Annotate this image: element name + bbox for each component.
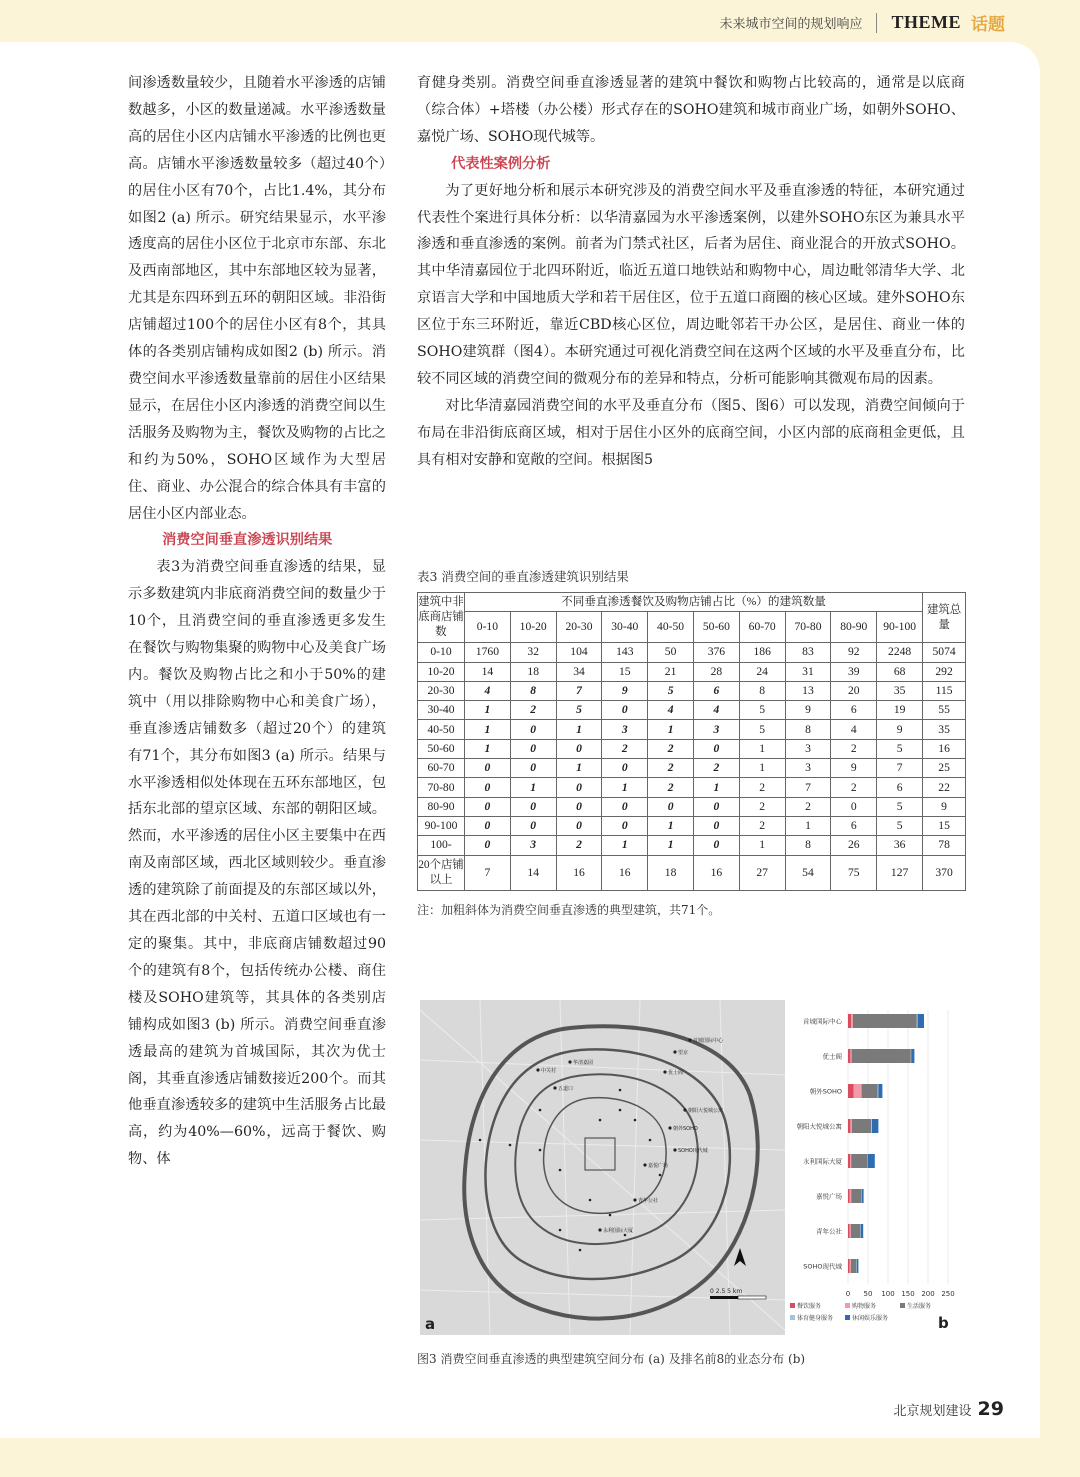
table-cell: 9: [602, 681, 648, 700]
bar-segment: [851, 1189, 861, 1203]
table-cell: 18: [510, 662, 556, 681]
bar-segment: [872, 1119, 878, 1133]
row-total: 22: [923, 778, 966, 797]
table-cell: 1: [648, 720, 694, 739]
bar-segment: [917, 1014, 918, 1028]
table-cell: 3: [785, 739, 831, 758]
table-cell: 2: [831, 739, 877, 758]
table-cell: 5: [877, 797, 923, 816]
building-point: [634, 1119, 637, 1122]
table-cell: 2: [739, 816, 785, 835]
table-cell: 31: [785, 662, 831, 681]
table-total-header: 建筑总量: [923, 593, 966, 643]
table-row: [418, 662, 966, 681]
table-cell: 1: [465, 739, 511, 758]
table-cell: 26: [831, 836, 877, 855]
table-cell: 1: [648, 836, 694, 855]
row-label: 30-40: [418, 701, 465, 720]
table-cell: 6: [693, 681, 739, 700]
map-label: 朝外SOHO: [673, 1126, 698, 1132]
legend-label: 生活服务: [907, 1303, 932, 1310]
table-cell: 6: [831, 816, 877, 835]
row-total: 15: [923, 816, 966, 835]
bar-segment: [862, 1084, 878, 1098]
table-cell: 36: [877, 836, 923, 855]
table-row: [418, 797, 966, 816]
map-panel: [420, 1000, 785, 1335]
page-footer: [894, 1398, 1004, 1420]
table-cell: 0: [693, 816, 739, 835]
table-cell: 14: [510, 855, 556, 890]
bar-segment: [861, 1224, 863, 1238]
table-cell: 5: [877, 739, 923, 758]
map-label: 中关村: [541, 1068, 557, 1074]
bar-segment: [851, 1259, 857, 1273]
x-tick-label: 150: [901, 1290, 915, 1298]
map-label: 优士阁: [668, 1070, 684, 1076]
row-label: 20-30: [418, 681, 465, 700]
table-column-header: 70-80: [785, 612, 831, 643]
table-cell: 0: [693, 836, 739, 855]
table-cell: 7: [556, 681, 602, 700]
table-column-header: 30-40: [602, 612, 648, 643]
table-cell: 2: [648, 739, 694, 758]
legend-label: 体育健身服务: [797, 1315, 834, 1322]
building-point: [633, 1198, 636, 1201]
table-cell: 5: [739, 701, 785, 720]
table-cell: 16: [556, 855, 602, 890]
table-cell: 1: [602, 778, 648, 797]
table-cell: 20: [831, 681, 877, 700]
paragraph: 对比华清嘉园消费空间的水平及垂直分布（图5、图6）可以发现，消费空间倾向于布局在非沿街底商区域，相对于居住小区外的底商空间，小区内部的底商租金更低，且具有相对安静和宽敞的空间。根据图5: [417, 397, 965, 468]
table-cell: 4: [693, 701, 739, 720]
table-cell: 9: [785, 701, 831, 720]
row-total: 292: [923, 662, 966, 681]
paragraph: 表3为消费空间垂直渗透的结果，显示多数建筑内非底商消费空间的数量少于10个，且消费空间的垂直渗透更多发生在餐饮与购物集聚的购物中心及美食广场内。餐饮及购物占比之和小于50%的建筑中（用以排除购物中心和美食广场），垂直渗透店铺数多（超过20个）的建筑有71个，其分布如图3 (a) 所示。结果与水平渗透相似处体现在五环东部地区，包括东北部的望京区域、东部的朝阳区域。然而，水平渗透的居住小区主要集中在西南及南部区域，西北区域则较少。垂直渗透的建筑除了前面提及的东部区域以外，其在西北部的中关村、五道口区域也有一定的聚集。其中，非底商店铺数超过90个的建筑有8个，包括传统办公楼、商住楼及SOHO建筑等，其具体的各类别店铺构成如图3 (b) 所示。消费空间垂直渗透最高的建筑为首城国际，其次为优士阁，其垂直渗透店铺数接近200个。而其他垂直渗透较多的建筑中生活服务占比最高，约为40%—60%，远高于餐饮、购物、体: [128, 559, 386, 1168]
table-cell: 1760: [465, 643, 511, 662]
building-point: [688, 1038, 691, 1041]
row-total: 5074: [923, 643, 966, 662]
building-point: [579, 1249, 582, 1252]
paragraph: 育健身类别。消费空间垂直渗透显著的建筑中餐饮和购物占比较高的，通常是以底商（综合体）+塔楼（办公楼）形式存在的SOHO建筑和城市商业广场，如朝外SOHO、嘉悦广场、SOHO现代城等。: [417, 75, 965, 145]
category-label: 朝阳大悦城公寓: [796, 1122, 842, 1131]
legend-swatch: [790, 1303, 795, 1308]
building-point: [659, 1174, 662, 1177]
table-cell: 1: [510, 778, 556, 797]
x-tick-label: 0: [845, 1290, 851, 1298]
table-cell: 8: [785, 836, 831, 855]
table-cell: 1: [693, 778, 739, 797]
row-total: 35: [923, 720, 966, 739]
building-point: [553, 1086, 556, 1089]
bar-segment: [851, 1224, 861, 1238]
building-point: [559, 1169, 562, 1172]
bar-segment: [871, 1119, 872, 1133]
table-cell: 0: [556, 739, 602, 758]
row-total: 78: [923, 836, 966, 855]
x-tick-label: 100: [881, 1290, 895, 1298]
table-cell: 1: [602, 836, 648, 855]
table-cell: 50: [648, 643, 694, 662]
table-corner-header: 建筑中非底商店铺数: [418, 593, 465, 643]
table-cell: 2: [739, 778, 785, 797]
bar-segment: [862, 1189, 864, 1203]
bar-segment: [878, 1084, 882, 1098]
table-cell: 127: [877, 855, 923, 890]
table-cell: 9: [877, 720, 923, 739]
bar-segment: [848, 1189, 850, 1203]
x-tick-label: 50: [863, 1290, 873, 1298]
table-cell: 0: [556, 797, 602, 816]
section-heading: 代表性案例分析: [451, 155, 551, 172]
table-cell: 5: [648, 681, 694, 700]
table-cell: 27: [739, 855, 785, 890]
table-cell: 0: [602, 797, 648, 816]
table-cell: 16: [602, 855, 648, 890]
table-cell: 28: [693, 662, 739, 681]
row-label: 10-20: [418, 662, 465, 681]
table-cell: 2248: [877, 643, 923, 662]
table-cell: 2: [739, 797, 785, 816]
table-cell: 3: [602, 720, 648, 739]
building-point: [568, 1060, 571, 1063]
legend-swatch: [790, 1315, 795, 1320]
table-column-header: 90-100: [877, 612, 923, 643]
table-cell: 2: [602, 739, 648, 758]
bar-segment: [852, 1119, 871, 1133]
table-row: [418, 816, 966, 835]
bar-segment: [848, 1259, 850, 1273]
journal-name: 北京规划建设: [893, 1404, 972, 1419]
table-row: [418, 778, 966, 797]
table-cell: 3: [693, 720, 739, 739]
row-label: 20个店铺以上: [418, 855, 465, 890]
table-cell: 83: [785, 643, 831, 662]
business-type-chart: [788, 1002, 965, 1337]
row-label: 100-: [418, 836, 465, 855]
table-cell: 1: [785, 816, 831, 835]
table-cell: 0: [510, 739, 556, 758]
table-cell: 13: [785, 681, 831, 700]
table-cell: 16: [693, 855, 739, 890]
table-cell: 1: [465, 701, 511, 720]
building-point: [479, 1139, 482, 1142]
running-header: [719, 10, 1005, 35]
header-divider: [876, 13, 877, 33]
beijing-map: [420, 1000, 785, 1335]
table-cell: 0: [510, 816, 556, 835]
table-cell: 5: [556, 701, 602, 720]
bar-segment: [850, 1224, 851, 1238]
table-column-header: 50-60: [693, 612, 739, 643]
building-point: [649, 1139, 652, 1142]
building-point: [589, 1199, 592, 1202]
table-cell: 0: [602, 701, 648, 720]
legend-label: 购物服务: [852, 1303, 877, 1310]
table-cell: 1: [465, 720, 511, 739]
figure-caption: 图3 消费空间垂直渗透的典型建筑空间分布 (a) 及排名前8的业态分布 (b): [417, 1352, 806, 1366]
table-cell: 18: [648, 855, 694, 890]
category-label: 首城国际中心: [803, 1017, 842, 1026]
row-total: 25: [923, 759, 966, 778]
map-label: 朝阳大悦城公寓: [688, 1108, 724, 1114]
x-tick-label: 250: [941, 1290, 955, 1298]
table-cell: 54: [785, 855, 831, 890]
map-label: 嘉悦广场: [648, 1163, 669, 1169]
bar-segment: [848, 1154, 850, 1168]
map-label: 五道口: [558, 1086, 574, 1092]
table-cell: 75: [831, 855, 877, 890]
table-cell: 0: [465, 816, 511, 835]
table-cell: 8: [510, 681, 556, 700]
scale-label: 0 2.5 5 km: [710, 1288, 743, 1295]
bar-segment: [850, 1049, 851, 1063]
row-total: 370: [923, 855, 966, 890]
bar-segment: [848, 1049, 850, 1063]
bar-segment: [857, 1259, 859, 1273]
row-label: 90-100: [418, 816, 465, 835]
table-column-header: 40-50: [648, 612, 694, 643]
table-cell: 3: [785, 759, 831, 778]
row-label: 60-70: [418, 759, 465, 778]
table-cell: 0: [465, 778, 511, 797]
building-point: [509, 1144, 512, 1147]
table-cell: 0: [831, 797, 877, 816]
row-label: 80-90: [418, 797, 465, 816]
table-cell: 1: [556, 720, 602, 739]
table-cell: 4: [465, 681, 511, 700]
category-label: 青年公社: [816, 1227, 842, 1236]
header-theme: THEME: [891, 12, 961, 32]
table-cell: 14: [465, 662, 511, 681]
bar-segment: [851, 1014, 853, 1028]
bar-segment: [848, 1084, 854, 1098]
legend-label: 餐饮服务: [797, 1303, 822, 1310]
table-cell: 6: [877, 778, 923, 797]
right-column: [417, 70, 965, 474]
bar-segment: [848, 1224, 850, 1238]
table-cell: 21: [648, 662, 694, 681]
table-column-header: 20-30: [556, 612, 602, 643]
table-cell: 0: [648, 797, 694, 816]
table-note: 注：加粗斜体为消费空间垂直渗透的典型建筑，共71个。: [417, 903, 721, 917]
building-point: [559, 1229, 562, 1232]
table-cell: 1: [739, 836, 785, 855]
table-column-header: 0-10: [465, 612, 511, 643]
table-cell: 1: [556, 759, 602, 778]
header-series: 未来城市空间的规划响应: [719, 17, 863, 32]
table-cell: 104: [556, 643, 602, 662]
table-column-header: 10-20: [510, 612, 556, 643]
category-label: 优士阁: [822, 1052, 842, 1061]
building-point: [619, 1109, 622, 1112]
map-label: 首城国际中心: [693, 1038, 724, 1044]
page-number: 29: [977, 1398, 1004, 1420]
building-point: [683, 1108, 686, 1111]
table-cell: 15: [602, 662, 648, 681]
data-table: [417, 592, 966, 891]
building-point: [539, 1149, 542, 1152]
building-point: [663, 1070, 666, 1073]
table-cell: 24: [739, 662, 785, 681]
table-cell: 32: [510, 643, 556, 662]
table-cell: 186: [739, 643, 785, 662]
table-cell: 35: [877, 681, 923, 700]
category-label: 永利国际大厦: [803, 1157, 842, 1166]
section-heading: 消费空间垂直渗透识别结果: [162, 532, 333, 549]
table-cell: 68: [877, 662, 923, 681]
table-row: [418, 739, 966, 758]
table-caption: 表3 消费空间的垂直渗透建筑识别结果: [417, 569, 629, 584]
legend-swatch: [845, 1303, 850, 1308]
table-row: [418, 681, 966, 700]
table-cell: 2: [785, 797, 831, 816]
building-point: [673, 1148, 676, 1151]
table-cell: 8: [785, 720, 831, 739]
header-topic: 话题: [971, 15, 1005, 35]
map-label: 望京: [678, 1050, 689, 1056]
table-cell: 1: [648, 816, 694, 835]
bar-segment: [853, 1014, 917, 1028]
building-point: [624, 1234, 627, 1237]
row-total: 55: [923, 701, 966, 720]
table-cell: 2: [556, 836, 602, 855]
panel-b-label: b: [938, 1314, 949, 1332]
table-cell: 376: [693, 643, 739, 662]
building-point: [598, 1228, 601, 1231]
table-cell: 7: [465, 855, 511, 890]
table-cell: 8: [739, 681, 785, 700]
bar-segment: [848, 1119, 850, 1133]
table-cell: 2: [510, 701, 556, 720]
building-point: [668, 1126, 671, 1129]
table-cell: 0: [602, 816, 648, 835]
bar-segment: [851, 1154, 867, 1168]
category-label: 嘉悦广场: [816, 1192, 842, 1201]
table-cell: 1: [739, 759, 785, 778]
table-cell: 0: [510, 759, 556, 778]
table-cell: 7: [785, 778, 831, 797]
table-column-header: 80-90: [831, 612, 877, 643]
bar-segment: [918, 1014, 924, 1028]
table-cell: 143: [602, 643, 648, 662]
paragraph: 间渗透数量较少，且随着水平渗透的店铺数越多，小区的数量递减。水平渗透数量高的居住小区内店铺水平渗透的比例也更高。店铺水平渗透数量较多（超过40个）的居住小区有70个，占比1.4%，其分布如图2 (a) 所示。研究结果显示，水平渗透度高的居住小区位于北京市东部、东北及西南部地区，其中东部地区较为显著，尤其是东四环到五环的朝阳区域。非沿街店铺超过100个的居住小区有8个，其具体的各类别店铺构成如图2 (b) 所示。消费空间水平渗透数量靠前的居住小区结果显示，在居住小区内渗透的消费空间以生活服务及购物为主，餐饮及购物的占比之和约为50%，SOHO区域作为大型居住、商业、办公混合的综合体具有丰富的居住小区内部业态。: [128, 75, 386, 522]
bar-segment: [852, 1049, 911, 1063]
building-point: [539, 1109, 542, 1112]
table-cell: 3: [510, 836, 556, 855]
table-cell: 92: [831, 643, 877, 662]
building-point: [643, 1163, 646, 1166]
table-cell: 6: [831, 701, 877, 720]
bar-segment: [850, 1154, 851, 1168]
table-row: [418, 855, 966, 890]
table-cell: 0: [556, 816, 602, 835]
table-cell: 0: [693, 739, 739, 758]
category-label: 朝外SOHO: [809, 1087, 842, 1096]
table-column-header: 60-70: [739, 612, 785, 643]
building-point: [619, 1089, 622, 1092]
table-cell: 2: [693, 759, 739, 778]
building-point: [609, 1214, 612, 1217]
table-cell: 7: [877, 759, 923, 778]
table-cell: 39: [831, 662, 877, 681]
table-cell: 2: [648, 778, 694, 797]
left-column: [128, 70, 386, 1173]
legend-label: 休闲娱乐服务: [852, 1315, 889, 1322]
table-cell: 0: [465, 759, 511, 778]
building-point: [536, 1068, 539, 1071]
table-cell: 5: [739, 720, 785, 739]
table-cell: 0: [465, 797, 511, 816]
table-cell: 0: [465, 836, 511, 855]
bar-segment: [850, 1259, 851, 1273]
map-label: 青年公社: [638, 1198, 659, 1204]
panel-a-label: a: [425, 1315, 436, 1333]
row-label: 40-50: [418, 720, 465, 739]
table-row: [418, 701, 966, 720]
table-cell: 0: [556, 778, 602, 797]
row-total: 16: [923, 739, 966, 758]
table-cell: 9: [831, 759, 877, 778]
table-cell: 5: [877, 816, 923, 835]
bar-segment: [878, 1084, 879, 1098]
x-tick-label: 200: [921, 1290, 935, 1298]
table-cell: 0: [693, 797, 739, 816]
table-cell: 1: [739, 739, 785, 758]
table-row: [418, 643, 966, 662]
table-cell: 4: [648, 701, 694, 720]
table-row: [418, 720, 966, 739]
table-cell: 4: [831, 720, 877, 739]
map-label: 永利国际大厦: [603, 1228, 634, 1234]
row-total: 9: [923, 797, 966, 816]
row-total: 115: [923, 681, 966, 700]
map-label: SOHO现代城: [678, 1148, 708, 1154]
paragraph: 为了更好地分析和展示本研究涉及的消费空间水平及垂直渗透的特征，本研究通过代表性个案进行具体分析：以华清嘉园为水平渗透案例，以建外SOHO东区为兼具水平渗透和垂直渗透的案例。前者为门禁式社区，后者为居住、商业混合的开放式SOHO。其中华清嘉园位于北四环附近，临近五道口地铁站和购物中心，周边毗邻清华大学、北京语言大学和中国地质大学和若干居住区，位于五道口商圈的核心区域。建外SOHO东区位于东三环附近，靠近CBD核心区位，周边毗邻若干办公区，是居住、商业一体的SOHO建筑群（图4）。本研究通过可视化消费空间在这两个区域的水平及垂直分布，比较不同区域的消费空间的微观分布的差异和特点，分析可能影响其微观布局的因素。: [417, 182, 965, 387]
bar-segment: [911, 1049, 914, 1063]
table-cell: 0: [510, 797, 556, 816]
building-point: [673, 1050, 676, 1053]
scale-bar: [710, 1296, 766, 1299]
row-label: 70-80: [418, 778, 465, 797]
map-label: 华清嘉园: [573, 1060, 594, 1066]
table-row: [418, 759, 966, 778]
building-point: [599, 1119, 602, 1122]
bar-segment: [850, 1189, 852, 1203]
table-cell: 19: [877, 701, 923, 720]
table-group-header: 不同垂直渗透餐饮及购物店铺占比（%）的建筑数量: [465, 593, 923, 612]
category-label: SOHO现代城: [803, 1262, 842, 1271]
bar-segment: [868, 1154, 875, 1168]
table-cell: 0: [602, 759, 648, 778]
table-cell: 0: [510, 720, 556, 739]
legend-swatch: [845, 1315, 850, 1320]
row-label: 50-60: [418, 739, 465, 758]
bar-segment: [854, 1084, 862, 1098]
table-cell: 2: [648, 759, 694, 778]
row-label: 0-10: [418, 643, 465, 662]
table-cell: 2: [831, 778, 877, 797]
bar-segment: [848, 1014, 851, 1028]
table-row: [418, 836, 966, 855]
legend-swatch: [900, 1303, 905, 1308]
table-cell: 34: [556, 662, 602, 681]
bar-segment: [850, 1119, 852, 1133]
figure-3: [420, 1000, 965, 1340]
